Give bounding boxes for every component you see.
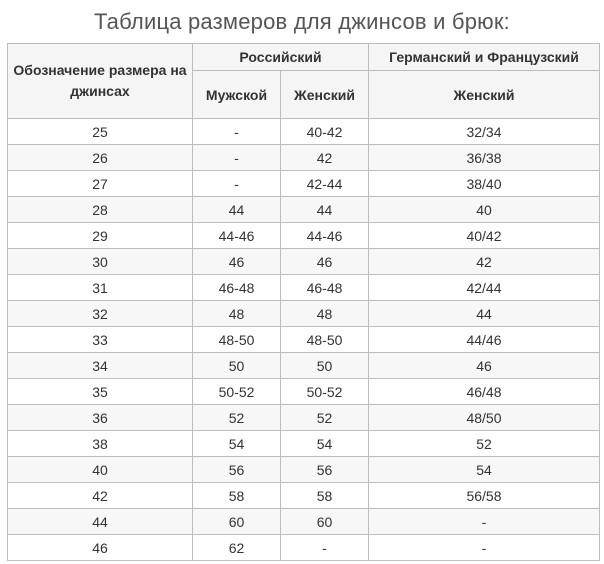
cell-german-french-women: 54 bbox=[369, 457, 600, 483]
cell-jeans-size: 42 bbox=[8, 483, 193, 509]
cell-russian-men: 62 bbox=[193, 535, 281, 561]
cell-russian-men: 56 bbox=[193, 457, 281, 483]
header-russian: Российский bbox=[193, 44, 369, 71]
table-row bbox=[8, 145, 600, 171]
header-jeans-size: Обозначение размера на джинсах bbox=[8, 44, 193, 119]
cell-russian-women: 58 bbox=[281, 483, 369, 509]
cell-russian-women: 50-52 bbox=[281, 379, 369, 405]
cell-jeans-size: 27 bbox=[8, 171, 193, 197]
cell-jeans-size: 26 bbox=[8, 145, 193, 171]
cell-russian-men: 54 bbox=[193, 431, 281, 457]
cell-jeans-size: 36 bbox=[8, 405, 193, 431]
cell-jeans-size: 33 bbox=[8, 327, 193, 353]
cell-russian-women: 42-44 bbox=[281, 171, 369, 197]
cell-russian-women: 48-50 bbox=[281, 327, 369, 353]
table-row bbox=[8, 249, 600, 275]
cell-german-french-women: 48/50 bbox=[369, 405, 600, 431]
table-row bbox=[8, 327, 600, 353]
cell-german-french-women: 32/34 bbox=[369, 119, 600, 145]
cell-jeans-size: 25 bbox=[8, 119, 193, 145]
cell-russian-women: 40-42 bbox=[281, 119, 369, 145]
table-row bbox=[8, 275, 600, 301]
table-row bbox=[8, 223, 600, 249]
cell-jeans-size: 29 bbox=[8, 223, 193, 249]
table-row bbox=[8, 535, 600, 561]
header-group-row bbox=[8, 44, 600, 71]
cell-jeans-size: 40 bbox=[8, 457, 193, 483]
table-row bbox=[8, 431, 600, 457]
cell-german-french-women: 36/38 bbox=[369, 145, 600, 171]
cell-russian-men: 50-52 bbox=[193, 379, 281, 405]
cell-jeans-size: 38 bbox=[8, 431, 193, 457]
cell-german-french-women: 46/48 bbox=[369, 379, 600, 405]
table-body bbox=[8, 119, 600, 561]
cell-russian-women: 42 bbox=[281, 145, 369, 171]
table-row bbox=[8, 197, 600, 223]
cell-german-french-women: 44/46 bbox=[369, 327, 600, 353]
cell-russian-men: - bbox=[193, 119, 281, 145]
cell-jeans-size: 32 bbox=[8, 301, 193, 327]
cell-russian-men: - bbox=[193, 145, 281, 171]
size-chart-table bbox=[7, 43, 600, 561]
cell-jeans-size: 28 bbox=[8, 197, 193, 223]
cell-jeans-size: 30 bbox=[8, 249, 193, 275]
cell-german-french-women: - bbox=[369, 509, 600, 535]
header-german-french: Германский и Французский bbox=[369, 44, 600, 71]
cell-russian-women: 44 bbox=[281, 197, 369, 223]
cell-german-french-women: 52 bbox=[369, 431, 600, 457]
cell-german-french-women: 40 bbox=[369, 197, 600, 223]
cell-jeans-size: 31 bbox=[8, 275, 193, 301]
table-row bbox=[8, 119, 600, 145]
cell-russian-men: 58 bbox=[193, 483, 281, 509]
cell-russian-women: 54 bbox=[281, 431, 369, 457]
cell-russian-men: 44 bbox=[193, 197, 281, 223]
cell-german-french-women: 40/42 bbox=[369, 223, 600, 249]
cell-jeans-size: 46 bbox=[8, 535, 193, 561]
cell-russian-men: 50 bbox=[193, 353, 281, 379]
cell-russian-women: 56 bbox=[281, 457, 369, 483]
table-row bbox=[8, 353, 600, 379]
cell-russian-men: - bbox=[193, 171, 281, 197]
cell-german-french-women: 38/40 bbox=[369, 171, 600, 197]
cell-russian-women: 44-46 bbox=[281, 223, 369, 249]
cell-russian-men: 52 bbox=[193, 405, 281, 431]
cell-jeans-size: 44 bbox=[8, 509, 193, 535]
table-row bbox=[8, 171, 600, 197]
cell-russian-men: 48-50 bbox=[193, 327, 281, 353]
header-women-gf: Женский bbox=[369, 71, 600, 119]
table-row bbox=[8, 483, 600, 509]
header-men: Мужской bbox=[193, 71, 281, 119]
cell-german-french-women: 56/58 bbox=[369, 483, 600, 509]
table-row bbox=[8, 457, 600, 483]
cell-russian-women: 48 bbox=[281, 301, 369, 327]
cell-russian-women: 60 bbox=[281, 509, 369, 535]
table-header bbox=[8, 44, 600, 119]
cell-russian-women: - bbox=[281, 535, 369, 561]
table-row bbox=[8, 509, 600, 535]
table-row bbox=[8, 405, 600, 431]
cell-russian-men: 60 bbox=[193, 509, 281, 535]
cell-german-french-women: - bbox=[369, 535, 600, 561]
cell-german-french-women: 42/44 bbox=[369, 275, 600, 301]
cell-jeans-size: 34 bbox=[8, 353, 193, 379]
cell-german-french-women: 42 bbox=[369, 249, 600, 275]
cell-russian-men: 46 bbox=[193, 249, 281, 275]
cell-russian-men: 46-48 bbox=[193, 275, 281, 301]
cell-russian-women: 50 bbox=[281, 353, 369, 379]
cell-russian-women: 46-48 bbox=[281, 275, 369, 301]
cell-russian-women: 52 bbox=[281, 405, 369, 431]
cell-russian-men: 44-46 bbox=[193, 223, 281, 249]
page-title: Таблица размеров для джинсов и брюк: bbox=[94, 9, 510, 34]
cell-russian-men: 48 bbox=[193, 301, 281, 327]
cell-german-french-women: 46 bbox=[369, 353, 600, 379]
header-women: Женский bbox=[281, 71, 369, 119]
table-row bbox=[8, 379, 600, 405]
cell-russian-women: 46 bbox=[281, 249, 369, 275]
cell-german-french-women: 44 bbox=[369, 301, 600, 327]
cell-jeans-size: 35 bbox=[8, 379, 193, 405]
table-row bbox=[8, 301, 600, 327]
